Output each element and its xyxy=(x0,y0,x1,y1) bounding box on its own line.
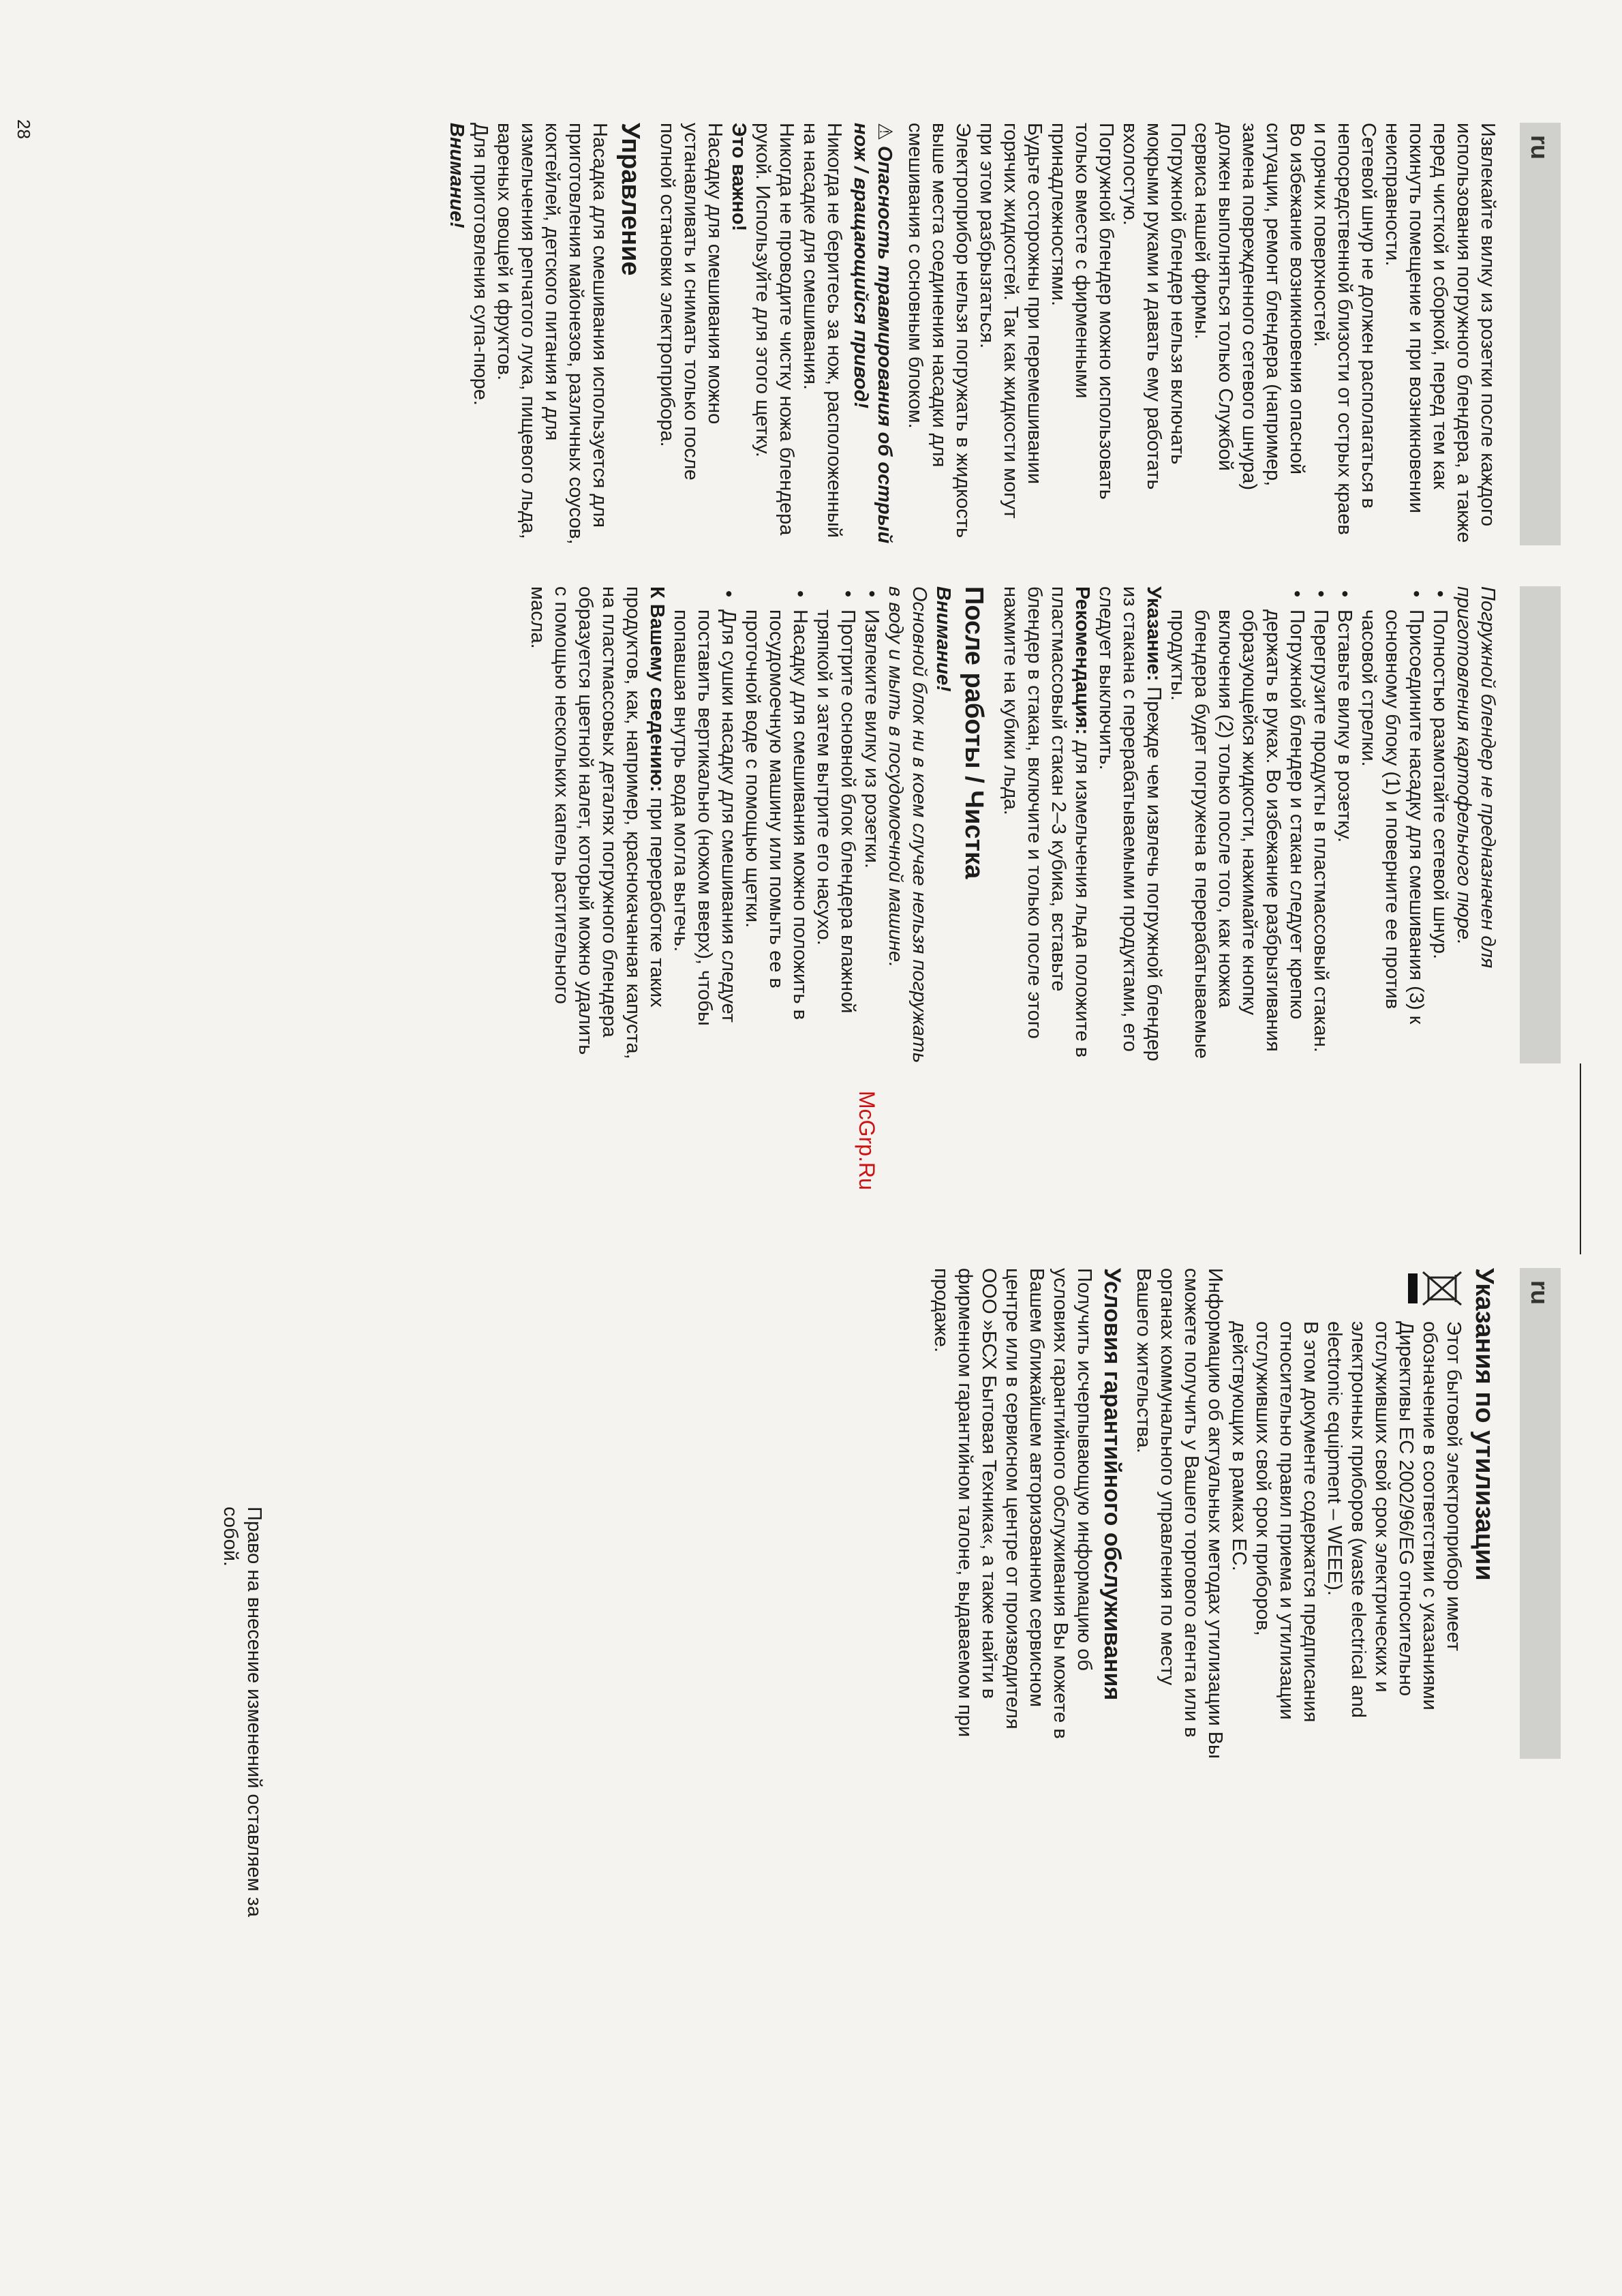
language-tag: ru xyxy=(1526,135,1554,160)
paragraph: Информацию об актуальных методах утилизации Вы сможете получить у Вашего торгового агента или в органах коммунального управления по месту Вашего жительства. xyxy=(1133,1268,1226,1759)
column-1 xyxy=(444,123,1561,545)
paragraph: Сетевой шнур не должен располагаться в непосредственной близости от острых краев и горячих поверхностей. xyxy=(1310,123,1379,535)
watermark: McGrp.Ru xyxy=(855,1091,879,1190)
attention-label: Внимание! xyxy=(932,586,954,692)
paragraph: Во избежание возникновения опасной ситуации, ремонт блендера (например, замена поврежденного сетевого шнура) должен выполняться только Службой сервиса нашей фирмы. xyxy=(1191,123,1308,491)
usage-steps xyxy=(1165,586,1452,1063)
list-item: • Насадку для смешивания можно положить в посудомоечную машину или помыть ее в проточной воде с помощью щетки. xyxy=(740,609,812,1063)
list-item: • Для сушки насадку для смешивания следует поставить вертикально (ножом вверх), чтобы попавшая внутрь вода могла вытечь. xyxy=(669,609,740,1063)
language-bar xyxy=(1520,1268,1561,1759)
language-tag: ru xyxy=(1526,1280,1554,1305)
paragraph: Получить исчерпывающую информацию об условиях гарантийного обслуживания Вы можете в Вашем ближайшем авторизованном сервисном центре или в сервисном центре от производителя ООО »БСХ Бытовая Техника«, а также найти в фирменном гарантийном талоне, выдаваемом при продаже. xyxy=(930,1268,1095,1739)
divider xyxy=(1580,1063,1581,1254)
disposal-block xyxy=(1227,1268,1465,1759)
paragraph: Насадка для смешивания используется для приготовления майонезов, различных соусов, коктейлей, детского питания и для измельчения репчатого лука, пищевого льда, вареных овощей и фруктов. xyxy=(493,123,611,545)
paragraph: Погружной блендер можно использовать только вместе с фирменными принадлежностями. xyxy=(1047,123,1117,500)
paragraph: Погружной блендер нельзя включать мокрыми руками и давать ему работать вхолостую. xyxy=(1119,123,1189,490)
list-item: • Извлеките вилку из розетки. xyxy=(859,609,883,1063)
recommendation-paragraph xyxy=(998,586,1094,1063)
column-bar xyxy=(1520,586,1561,1063)
section-heading-cleaning: После работы / Чистка xyxy=(960,586,988,879)
note-label: Указание: xyxy=(1143,586,1165,682)
note-paragraph xyxy=(1094,586,1165,1063)
section-heading-control: Управление xyxy=(616,123,645,276)
crossed-bin-icon xyxy=(1401,1268,1465,1312)
info-text: при переработке таких продуктов, как, например, краснокачанная капуста, на пластмассовых деталях погружного блендера образуется цветной налет, который можно удалить с помощью нескольких капель растительного масла. xyxy=(527,586,668,1059)
paragraph: Для приготовления супа-пюре. xyxy=(470,123,491,406)
paragraph: Никогда не беритесь за нож, расположенный на насадке для смешивания. xyxy=(799,123,845,538)
intro-note: Погружной блендер не предназначен для приготовления картофельного пюре. xyxy=(1453,586,1499,969)
list-item: • Протрите основной блок блендера влажной тряпкой и затем вытрите его насухо. xyxy=(812,609,859,1063)
injury-warning: ⚠ Опасность травмирования об острый нож / вращающийся привод! xyxy=(850,123,896,544)
column-3 xyxy=(929,1268,1561,1759)
list-item: • Полностью размотайте сетевой шнур. xyxy=(1428,609,1452,1063)
list-item: • Вставьте вилку в розетку. xyxy=(1332,609,1356,1063)
footer-note: Право на внесение изменений оставляем за собой. xyxy=(219,1507,265,1917)
paragraph: Электроприбор нельзя погружать в жидкость выше места соединения насадки для смешивания с основным блоком. xyxy=(904,123,974,539)
important-label: Это важно! xyxy=(728,123,750,232)
recommendation-label: Рекомендация: xyxy=(1071,586,1093,736)
paragraph: Извлекайте вилку из розетки после каждого использования погружного блендера, а также перед чисткой и сборкой, перед тем как покинуть помещение и при возникновении неисправности. xyxy=(1381,123,1499,543)
note-text: Прежде чем извлечь погружной блендер из стакана с перерабатываемыми продуктами, его следует выключить. xyxy=(1095,586,1165,1061)
section-heading-warranty: Условия гарантийного обслуживания xyxy=(1099,1268,1125,1701)
paragraph: Этот бытовой электроприбор имеет обозначение в соответствии с указаниями Директивы ЕС 2002/96/EG относительно отслуживших свой срок электрических и электронных приборов (waste electrical and electronic equipment – WEEE). xyxy=(1323,1321,1465,1719)
paragraph: Никогда не проводите чистку ножа блендера рукой. Используйте для этого щетку. xyxy=(752,123,797,536)
list-item: • Перегрузите продукты в пластмассовый стакан. xyxy=(1309,609,1332,1063)
page-number: 28 xyxy=(14,119,34,139)
paragraph: Будьте осторожны при перемешивании горячих жидкостей. Так как жидкости могут при этом разбрызгаться. xyxy=(976,123,1045,519)
list-item: • Погружной блендер и стакан следует крепко держать в руках. Во избежание разбрызгивания образующейся жидкости, нажимайте кнопку включения (2) только после того, как ножка блендера будет погружена в перерабатываемые продукты. xyxy=(1165,609,1309,1063)
info-paragraph xyxy=(525,586,669,1063)
language-bar xyxy=(1520,123,1561,545)
recommendation-text: для измельчения льда положите в пластмассовый стакан 2–3 кубика, вставьте блендер в стакан, включите и только после этого нажмите на кубики льда. xyxy=(1000,586,1093,1058)
cleaning-warning: Основной блок ни в коем случае нельзя погружать в воду и мыть в посудомоечной машине. xyxy=(885,586,930,1063)
column-2 xyxy=(525,586,1561,1063)
cleaning-steps xyxy=(669,586,883,1063)
paragraph: В этом документе содержатся предписания относительно правил приема и утилизации отслуживших свой срок приборов, действующих в рамках ЕС. xyxy=(1228,1321,1321,1723)
section-heading-disposal: Указания по утилизации xyxy=(1470,1268,1499,1581)
list-item: • Присоедините насадку для смешивания (3) к основному блоку (1) и поверните ее против часовой стрелки. xyxy=(1356,609,1428,1063)
paragraph: Насадку для смешивания можно устанавливать и снимать только после полной остановки электроприбора. xyxy=(656,123,726,481)
info-label: К Вашему сведению: xyxy=(646,586,668,793)
attention-label: Внимание! xyxy=(446,123,468,228)
